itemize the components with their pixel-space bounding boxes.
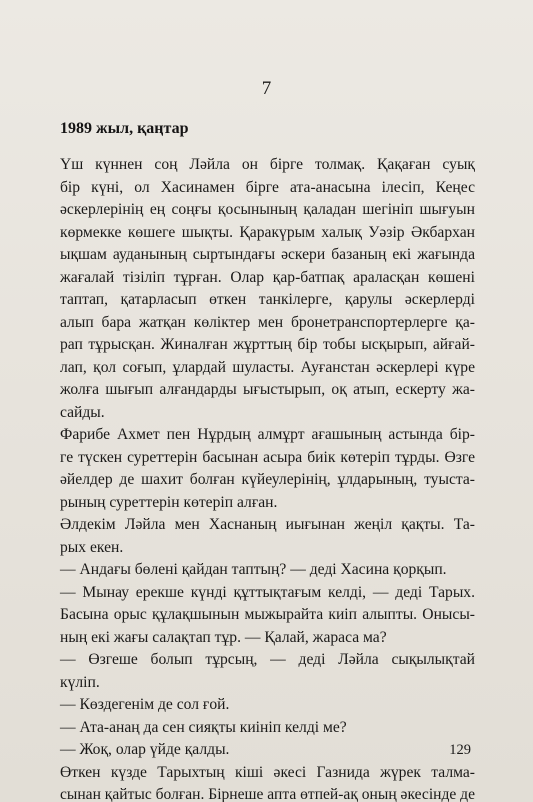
text-line: көрмекке көшеге шықты. Қаракүрым халық Уәзір Әкбархан [60,223,475,241]
section-heading: 1989 жыл, қаңтар [60,120,189,137]
paragraph [60,424,475,514]
text-line: рых екен. [60,538,124,556]
text-line: сынан қайтыс болған. Бірнеше апта өтпей-ақ оның әкесінде де [60,786,476,802]
text-line: жағалай тізіліп тұрған. Олар қар-батпақ араласқан көшені [60,268,475,286]
text-line: Фарибе Ахмет пен Нұрдың алмұрт ағашының астында бір- [60,426,475,443]
text-line: Өткен күзде Тарыхтың кіші әкесі Газнида жүрек талма- [60,763,475,781]
text-line: лап, қол соғып, ұлардай шуласты. Ауғанстан әскерлері күре [60,358,475,376]
text-line: бір күні, ол Хасинамен бірге ата-анасына ілесіп, Кеңес [60,178,475,196]
paragraph [60,582,475,650]
text-line: — Өзгеше болып тұрсың, — деді Ләйла сықылықтай [60,651,475,668]
text-line: ықшам ауданының сыртындағы әскери базаның екі жағында [60,246,475,263]
paragraph [60,762,475,802]
text-line: Әлдекім Ләйла мен Хаснаның иығынан жеңіл қақты. Та- [60,516,475,533]
text-line: ның екі жағы салақтап тұр. — Қалай, жараса ма? [60,628,387,646]
text-line: Үш күннен соң Ләйла он бірге толмақ. Қақаған суық [60,156,475,173]
text-line: — Көздегенім де сол ғой. [60,696,230,713]
paragraph [60,514,475,559]
chapter-number: 7 [261,78,272,99]
text-line: әскерлерінің ең соңғы қосынының қаладан шегініп шығуын [60,201,475,218]
bleed-through-text: ‌ ‌ ‌ ‌ ‌ ‌ ‌ ‌ ‌ ‌ ‌ ‌ ‌ ‌ ‌ ‌ ‌ ‌ ‌ ‌ ‌ ‌ ‌ ‌ ‌ ‌ ‌ ‌ ‌ ‌ ‌ ‌ ‌ ‌ ‌ ‌ ‌ ‌ ‌ ‌ ‌ ‌ ‌ ‌ ‌ ‌ ‌ ‌ ‌ ‌ ‌ ‌ ‌ ‌ ‌ ‌ ‌ ‌ ‌ ‌ ‌ ‌ ‌ ‌ [446,64,532,92]
text-line: — Андағы бөлені қайдан таптың? — деді Хасина қорқып. [60,561,447,578]
text-line: алып бара жатқан көліктер мен бронетранспортерлерге қа- [60,313,475,331]
paragraph [60,154,475,424]
text-line: — Мынау ерекше күнді құттықтағым келді, — деді Тарых. [60,583,475,601]
text-line: рының суреттерін көтеріп алған. [60,493,278,511]
paragraph [60,559,475,582]
page-number: 129 [449,742,471,758]
paragraph [60,717,475,740]
paragraph [60,649,475,694]
text-line: — Ата-анаң да сен сияқты киініп келді ме? [60,718,347,736]
paragraph [60,694,475,717]
paragraph [60,739,475,762]
body-text [60,154,475,802]
text-line: күліп. [60,673,100,691]
text-line: әйелдер де шахит болған күйеулерінің, ұлдарының, туыста- [60,471,475,488]
text-line: Басына орыс құлақшынын мыжырайта киіп алыпты. Онысы- [60,606,475,623]
text-line: таптап, қатарласып өткен танкілерге, қарулы әскерлерді [60,291,475,308]
text-line: жолға шығып алғандарды ығыстырып, оқ атып, ескерту жа- [60,381,475,398]
text-line: ге түскен суреттерін басынан асыра биік көтеріп тұрды. Өзге [60,448,475,466]
text-line: сайды. [60,403,105,421]
text-line: рап тұрысқан. Жиналған жұрттың бір тобы ысқырып, айғай- [60,336,475,353]
text-line: — Жоқ, олар үйде қалды. [60,741,230,758]
